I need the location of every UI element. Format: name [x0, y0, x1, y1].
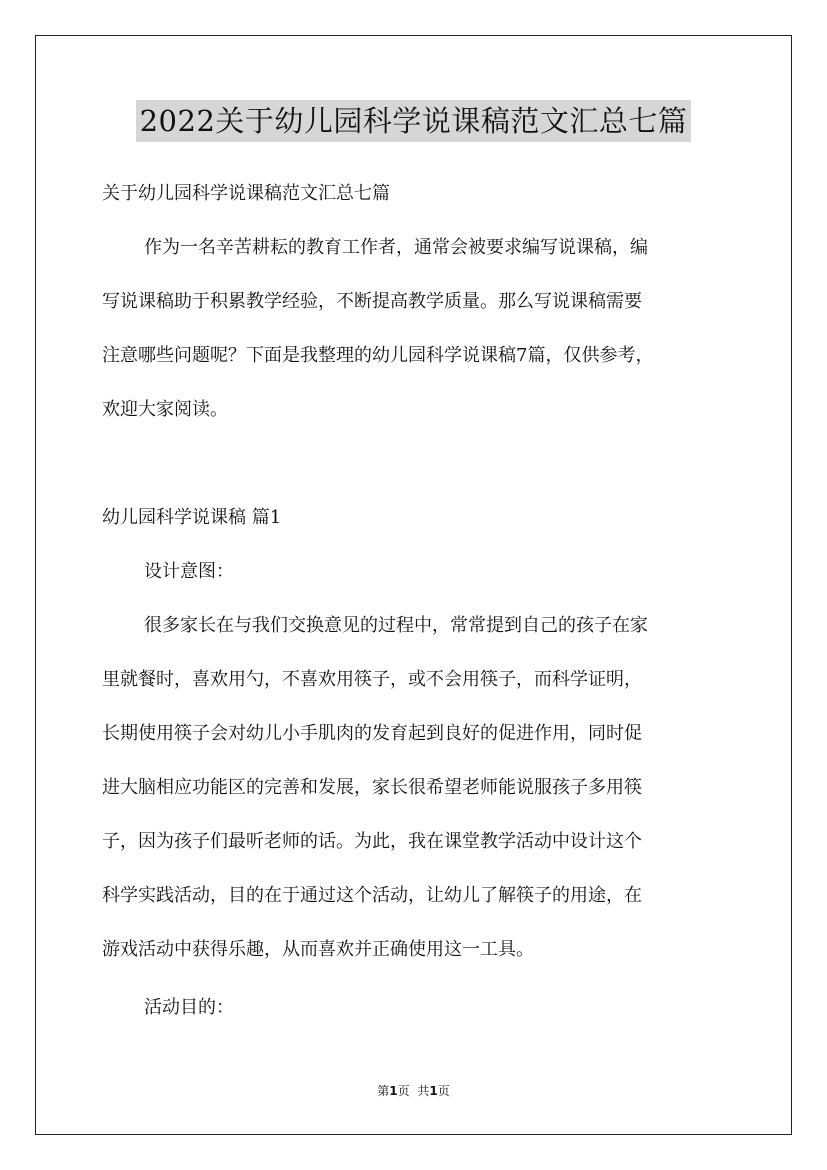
body-line-6: 科学实践活动，目的在于通过这个活动，让幼儿了解筷子的用途，在: [102, 885, 642, 906]
title-container: [0, 100, 827, 142]
intro-line-3: 注意哪些问题呢？下面是我整理的幼儿园科学说课稿7篇，仅供参考，: [102, 345, 654, 366]
intro-line-2: 写说课稿助于积累教学经验，不断提高教学质量。那么写说课稿需要: [102, 291, 642, 312]
body-line-4: 进大脑相应功能区的完善和发展，家长很希望老师能说服孩子多用筷: [102, 777, 642, 798]
body-line-5: 子，因为孩子们最听老师的话。为此，我在课堂教学活动中设计这个: [102, 831, 642, 852]
footer-page-number: 1: [389, 1084, 398, 1098]
subtitle-line: 关于幼儿园科学说课稿范文汇总七篇: [102, 183, 390, 204]
intro-line-4: 欢迎大家阅读。: [102, 399, 228, 420]
body-line-2: 里就餐时，喜欢用勺，不喜欢用筷子，或不会用筷子，而科学证明，: [102, 669, 642, 690]
footer-total-suffix: 页: [437, 1084, 450, 1098]
page-footer: [0, 1083, 827, 1099]
footer-total-prefix: 共: [417, 1084, 430, 1098]
activity-goal-heading: 活动目的：: [144, 997, 234, 1018]
footer-total-pages: 1: [429, 1084, 438, 1098]
body-line-1: 很多家长在与我们交换意见的过程中，常常提到自己的孩子在家: [144, 615, 648, 636]
footer-page-prefix: 第: [377, 1084, 390, 1098]
body-line-7: 游戏活动中获得乐趣，从而喜欢并正确使用这一工具。: [102, 939, 534, 960]
design-intent-heading: 设计意图：: [144, 561, 234, 582]
body-line-3: 长期使用筷子会对幼儿小手肌肉的发育起到良好的促进作用，同时促: [102, 723, 642, 744]
footer-page-suffix: 页: [397, 1084, 410, 1098]
intro-line-1: 作为一名辛苦耕耘的教育工作者，通常会被要求编写说课稿，编: [144, 237, 648, 258]
section-heading: 幼儿园科学说课稿 篇1: [102, 507, 282, 528]
document-title: 2022关于幼儿园科学说课稿范文汇总七篇: [136, 100, 692, 142]
